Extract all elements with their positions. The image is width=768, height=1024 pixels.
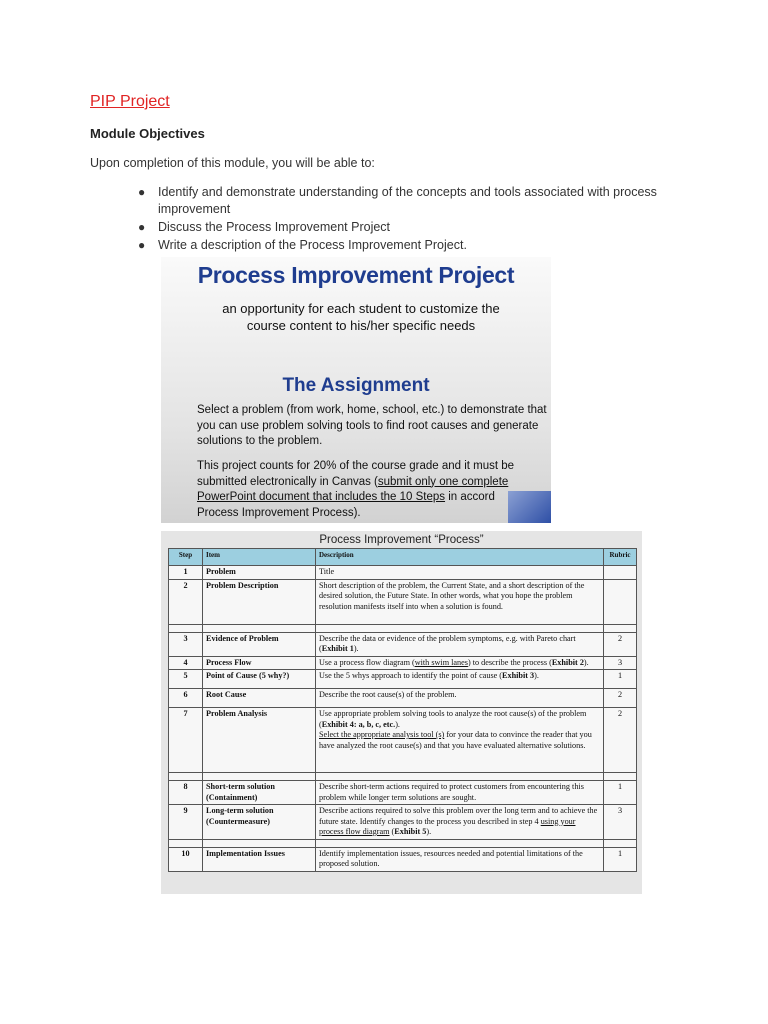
list-item xyxy=(134,184,674,217)
exhibit-ref: Exhibit 4: a, b, c, etc. xyxy=(321,719,396,729)
step-cell: 9 xyxy=(169,805,203,840)
item-cell: Short-term solution (Containment) xyxy=(203,781,316,805)
table-row xyxy=(169,689,637,708)
description-cell: Describe short-term actions required to protect customers from encountering this problem while longer term solutions are sought. xyxy=(316,781,604,805)
table-header-row xyxy=(169,549,637,566)
assignment-paragraph: Select a problem (from work, home, school, etc.) to demonstrate that you can use problem solving tools to find root causes and generate solutions to the problem. xyxy=(197,404,547,447)
description-text: for your data to convince the reader that you have analyzed the root cause(s) and that you have evaluated alternative solutions. xyxy=(319,730,592,750)
step-cell: 10 xyxy=(169,847,203,871)
description-cell: Identify implementation issues, resources needed and potential limitations of the proposed solution. xyxy=(316,847,604,871)
item-cell: Problem xyxy=(203,566,316,580)
grading-text: in accord xyxy=(445,491,495,503)
grading-text: Process Improvement Process). xyxy=(197,506,361,519)
slide-title: Process Improvement Project xyxy=(197,262,515,288)
table-row xyxy=(169,632,637,656)
description-text: ). xyxy=(395,719,400,729)
description-text: ( xyxy=(389,827,395,836)
list-item xyxy=(134,237,674,254)
rubric-cell: 3 xyxy=(604,656,637,670)
objective-text: Identify and demonstrate understanding of the concepts and tools associated with process improvement xyxy=(158,185,657,216)
description-cell: Describe the root cause(s) of the problem. xyxy=(316,689,604,708)
description-text: Select the appropriate analysis tool (s) xyxy=(319,730,445,739)
assignment-grading-paragraph xyxy=(197,459,547,521)
grading-text: This project counts for 20% of the course grade and it must be submitted electronically in Canvas ( xyxy=(197,460,515,488)
description-text: with swim lanes xyxy=(414,657,468,667)
bullet-icon: ● xyxy=(138,237,146,252)
description-cell xyxy=(316,670,604,689)
rubric-cell: 3 xyxy=(604,805,637,840)
item-cell: Implementation Issues xyxy=(203,847,316,871)
description-text: ). xyxy=(426,827,432,836)
description-text: Describe actions required to solve this problem over the long term and to achieve the future state. Identify changes to the process you described in step 4 xyxy=(319,806,598,826)
objective-text: Discuss the Process Improvement Project xyxy=(158,219,391,234)
assignment-slide-image xyxy=(161,257,551,523)
exhibit-ref: Exhibit 5 xyxy=(394,827,427,836)
rubric-cell: 2 xyxy=(604,689,637,708)
description-text: ). xyxy=(353,644,359,653)
module-objectives-heading: Module Objectives xyxy=(90,126,205,141)
bullet-icon: ● xyxy=(138,219,146,234)
table-row xyxy=(169,670,637,689)
table-row xyxy=(169,805,637,840)
step-cell: 7 xyxy=(169,708,203,773)
step-cell: 8 xyxy=(169,781,203,805)
step-cell: 5 xyxy=(169,670,203,689)
exhibit-ref: Exhibit 3 xyxy=(502,671,535,680)
description-cell xyxy=(316,632,604,656)
description-cell: Short description of the problem, the Current State, and a short description of the desired solution, the Future State. In other words, what you hope the problem resolution manifests itself into when a solution is found. xyxy=(316,579,604,624)
table-row xyxy=(169,566,637,580)
description-text: Describe the data or evidence of the problem symptoms, e.g. with Pareto chart ( xyxy=(319,633,576,653)
header-item: Item xyxy=(203,549,316,566)
table-spacer xyxy=(169,839,637,847)
exhibit-ref: Exhibit 1 xyxy=(321,644,354,653)
step-cell: 3 xyxy=(169,632,203,656)
page-title: PIP Project xyxy=(90,93,170,110)
table-row xyxy=(169,781,637,805)
table-row xyxy=(169,847,637,871)
description-text: using your process flow diagram xyxy=(319,816,576,836)
rubric-cell: 2 xyxy=(604,632,637,656)
table-spacer xyxy=(169,773,637,781)
description-text: ) to describe the process ( xyxy=(467,657,552,667)
exhibit-ref: Exhibit 2 xyxy=(551,657,584,667)
header-step: Step xyxy=(169,549,203,566)
process-table xyxy=(168,548,637,872)
bullet-icon: ● xyxy=(138,185,146,199)
table-row xyxy=(169,579,637,624)
rubric-cell: 1 xyxy=(604,670,637,689)
rubric-cell: 1 xyxy=(604,781,637,805)
item-cell: Long-term solution (Countermeasure) xyxy=(203,805,316,840)
header-rubric: Rubric xyxy=(604,549,637,566)
table-spacer xyxy=(169,624,637,632)
description-cell xyxy=(316,656,604,670)
item-cell: Point of Cause (5 why?) xyxy=(203,670,316,689)
description-text: ). xyxy=(583,657,589,667)
rubric-cell xyxy=(604,566,637,580)
description-text: Use a process flow diagram ( xyxy=(319,657,415,667)
rubric-cell: 1 xyxy=(604,847,637,871)
intro-text: Upon completion of this module, you will be able to: xyxy=(90,156,375,170)
submission-instruction: submit only one complete PowerPoint document that includes the 10 Steps xyxy=(197,475,509,503)
objective-text: Write a description of the Process Improvement Project. xyxy=(158,237,467,252)
item-cell: Evidence of Problem xyxy=(203,632,316,656)
table-row xyxy=(169,656,637,670)
objectives-list xyxy=(134,184,674,255)
item-cell: Process Flow xyxy=(203,656,316,670)
slide-decoration xyxy=(508,491,551,523)
step-cell: 4 xyxy=(169,656,203,670)
description-cell xyxy=(316,805,604,840)
process-table-image xyxy=(161,531,642,894)
step-cell: 1 xyxy=(169,566,203,580)
table-row xyxy=(169,708,637,773)
description-text: ). xyxy=(534,671,539,680)
list-item xyxy=(134,219,674,236)
process-table-title: Process Improvement “Process” xyxy=(319,534,484,546)
description-cell: Title xyxy=(316,566,604,580)
header-description: Description xyxy=(316,549,604,566)
item-cell: Problem Description xyxy=(203,579,316,624)
item-cell: Root Cause xyxy=(203,689,316,708)
description-text: Use appropriate problem solving tools to analyze the root cause(s) of the problem ( xyxy=(319,709,587,729)
rubric-cell xyxy=(604,579,637,624)
item-cell: Problem Analysis xyxy=(203,708,316,773)
description-text: Use the 5 whys approach to identify the point of cause ( xyxy=(319,671,503,680)
slide-subtitle: an opportunity for each student to customize the course content to his/her specific needs xyxy=(222,301,500,333)
assignment-heading: The Assignment xyxy=(282,375,430,396)
step-cell: 2 xyxy=(169,579,203,624)
step-cell: 6 xyxy=(169,689,203,708)
rubric-cell: 2 xyxy=(604,708,637,773)
description-cell xyxy=(316,708,604,773)
